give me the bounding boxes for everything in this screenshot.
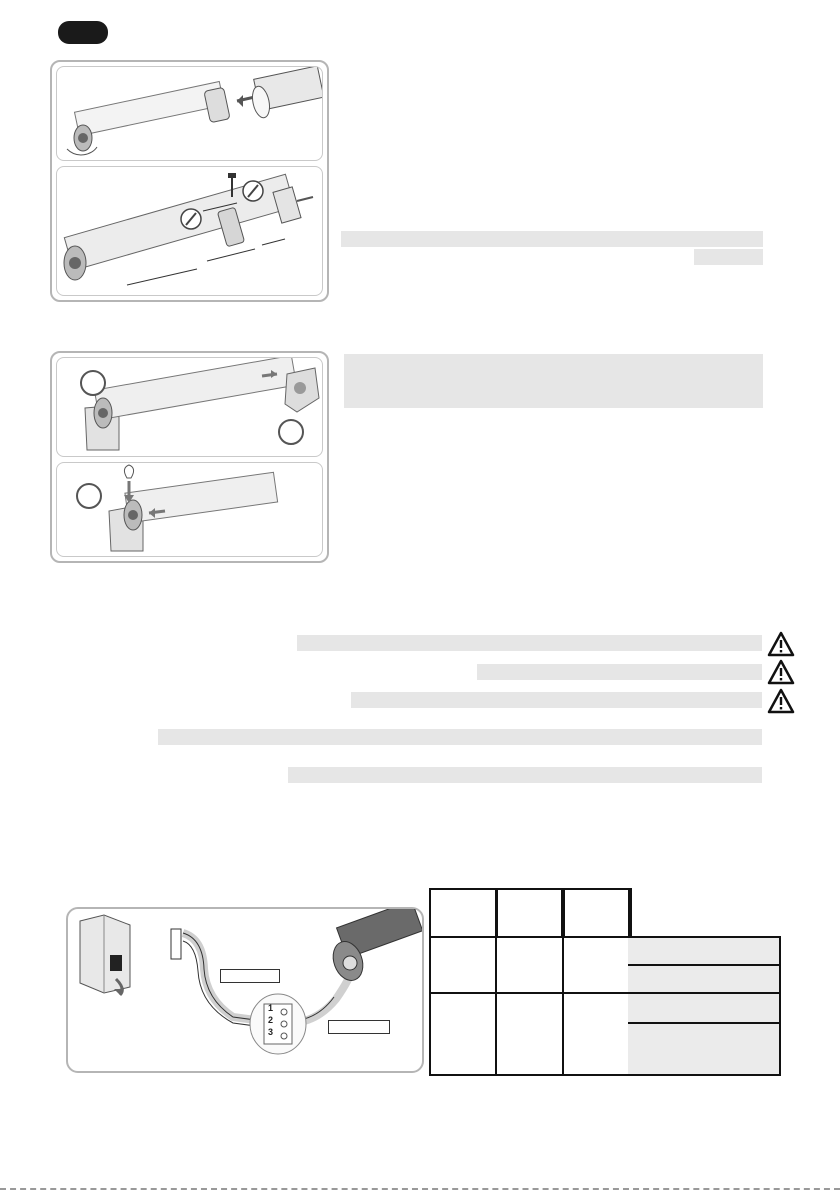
- table-cell: [431, 936, 497, 992]
- figure-panel-clip-lock: [56, 462, 323, 557]
- text-bar: [297, 635, 762, 651]
- figure-panel-screw-fixing: [56, 166, 323, 296]
- table-note: [628, 994, 781, 1024]
- warning-triangle-icon: [767, 659, 795, 685]
- motor-icon: [328, 909, 422, 985]
- table-note: [628, 966, 781, 994]
- text-bar: [694, 249, 763, 265]
- warning-triangle-icon: [767, 631, 795, 657]
- cable-label-supply: [220, 969, 280, 983]
- table-cell: [497, 994, 563, 1074]
- screw-icon: [181, 209, 201, 229]
- table-cell: [431, 994, 497, 1074]
- table-cell: [564, 994, 628, 1074]
- table-note: [628, 1024, 781, 1076]
- text-bar: [158, 729, 762, 745]
- table-row: [429, 994, 630, 1076]
- table-row: [429, 936, 630, 994]
- table-cell: [497, 936, 563, 992]
- terminal-number: 1: [268, 1003, 274, 1013]
- callout-circle: [76, 483, 102, 509]
- table-divider: [561, 888, 563, 938]
- figure-motor-insertion: [50, 60, 329, 302]
- text-bar: [351, 692, 762, 708]
- page-bottom-edge: [0, 1188, 840, 1190]
- language-badge: [58, 21, 108, 44]
- table-cell: [564, 936, 628, 992]
- circuit-breaker-icon: [80, 915, 130, 995]
- text-bar: [341, 231, 763, 247]
- table-header-outline: [429, 888, 630, 938]
- figure-panel-insert-adapter: [56, 66, 323, 161]
- callout-circle: [80, 370, 106, 396]
- figure-wiring: [66, 907, 424, 1073]
- tube-clip-illustration: [57, 463, 323, 557]
- warning-triangle-icon: [767, 688, 795, 714]
- wiring-illustration: [68, 909, 422, 1071]
- table-divider: [495, 888, 497, 938]
- tube-screw-illustration: [57, 167, 323, 296]
- text-bar: [477, 664, 762, 680]
- terminal-number: 2: [268, 1015, 274, 1025]
- text-bar: [288, 767, 762, 783]
- callout-circle: [278, 419, 304, 445]
- table-note: [628, 936, 781, 966]
- screw-icon: [243, 181, 263, 201]
- table-header: [631, 889, 784, 937]
- tube-insert-illustration: [57, 67, 323, 161]
- text-bar: [344, 354, 763, 408]
- terminal-number: 3: [268, 1027, 274, 1037]
- figure-bracket-mounting: [50, 351, 329, 563]
- cable-label-motor: [328, 1020, 390, 1034]
